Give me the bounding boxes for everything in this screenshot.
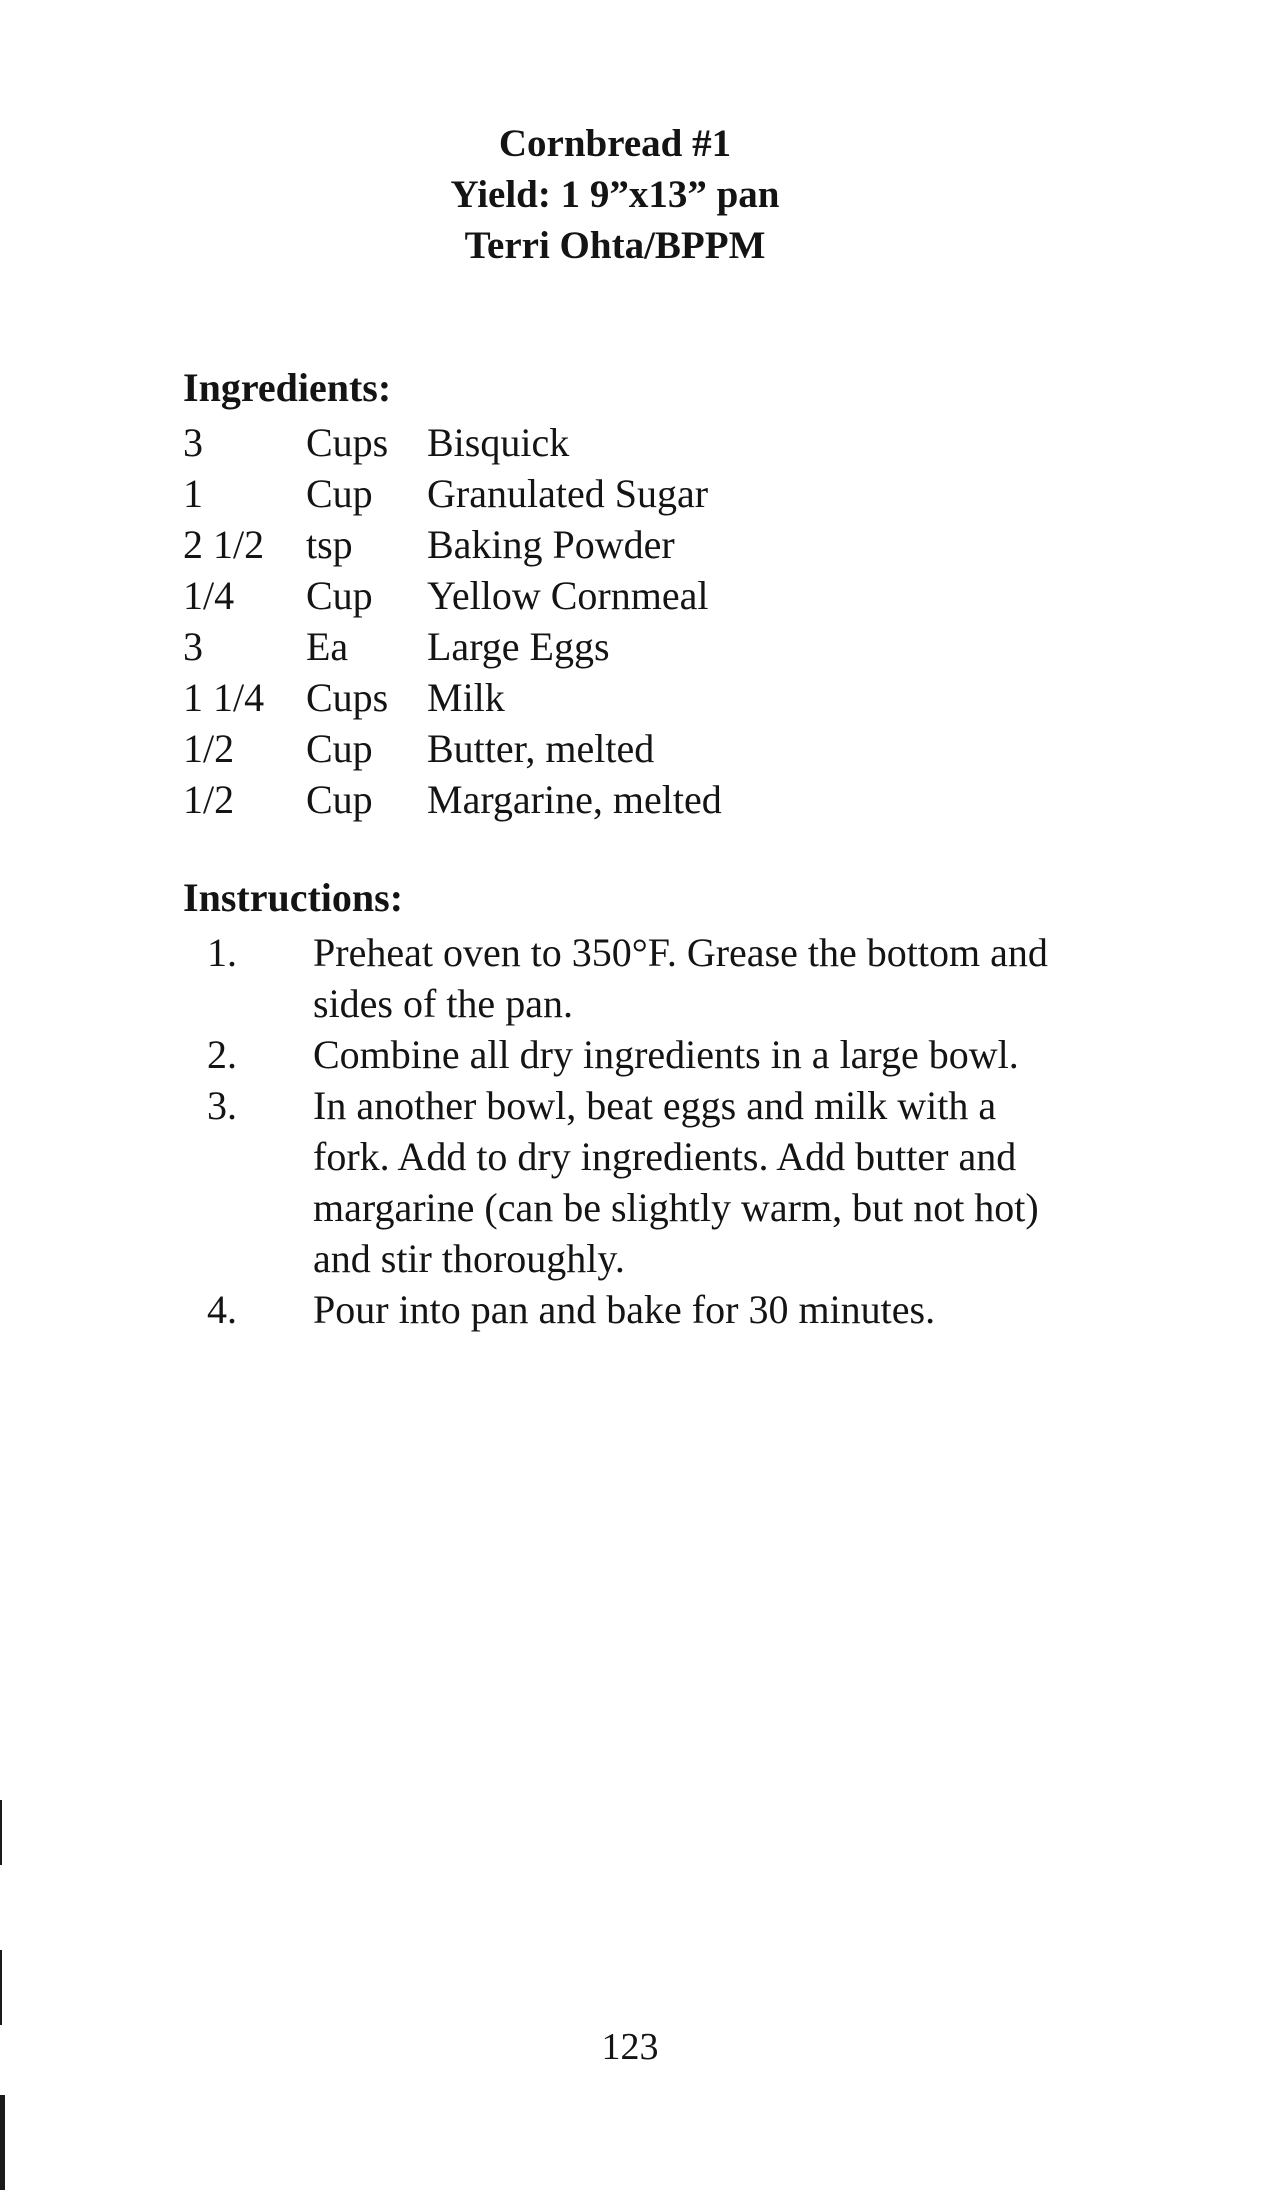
ingredient-quantity: 1 bbox=[183, 471, 203, 516]
ingredient-row bbox=[183, 570, 883, 621]
recipe-header bbox=[0, 118, 1230, 271]
instruction-step bbox=[183, 1284, 1063, 1335]
ingredient-unit: Cup bbox=[306, 726, 373, 771]
ingredient-quantity: 1/2 bbox=[183, 726, 235, 771]
ingredient-row bbox=[183, 468, 883, 519]
step-text: Preheat oven to 350°F. Grease the bottom and sides of the pan. bbox=[313, 930, 1048, 1026]
ingredient-row bbox=[183, 723, 883, 774]
instructions-list bbox=[183, 927, 1063, 1335]
instruction-step bbox=[183, 1029, 1063, 1080]
ingredient-quantity: 1 1/4 bbox=[183, 675, 265, 720]
ingredient-row bbox=[183, 672, 883, 723]
ingredient-quantity: 1/2 bbox=[183, 777, 235, 822]
ingredient-name: Yellow Cornmeal bbox=[427, 573, 709, 618]
ingredient-unit: Ea bbox=[306, 624, 349, 669]
recipe-yield: Yield: 1 9”x13” pan bbox=[450, 173, 780, 216]
ingredient-unit: Cup bbox=[306, 471, 373, 516]
ingredient-name: Large Eggs bbox=[427, 624, 610, 669]
ingredient-quantity: 3 bbox=[183, 420, 203, 465]
step-number: 3. bbox=[207, 1083, 237, 1128]
ingredient-name: Bisquick bbox=[427, 420, 570, 465]
ingredient-unit: Cups bbox=[306, 420, 389, 465]
ingredient-quantity: 3 bbox=[183, 624, 203, 669]
ingredient-unit: Cup bbox=[306, 573, 373, 618]
step-number: 2. bbox=[207, 1032, 237, 1077]
ingredient-row bbox=[183, 774, 883, 825]
scan-edge-mark bbox=[0, 1950, 2, 2025]
ingredients-heading: Ingredients: bbox=[183, 365, 392, 410]
ingredient-name: Baking Powder bbox=[427, 522, 675, 567]
step-text: Pour into pan and bake for 30 minutes. bbox=[313, 1287, 936, 1332]
ingredient-name: Margarine, melted bbox=[427, 777, 722, 822]
ingredient-row bbox=[183, 519, 883, 570]
page-number: 123 bbox=[601, 2026, 659, 2068]
instruction-step bbox=[183, 1080, 1063, 1284]
step-text: Combine all dry ingredients in a large bowl. bbox=[313, 1032, 1019, 1077]
scan-edge-mark bbox=[0, 1800, 2, 1865]
ingredient-name: Milk bbox=[427, 675, 505, 720]
ingredient-row bbox=[183, 621, 883, 672]
instruction-step bbox=[183, 927, 1063, 1029]
ingredients-list bbox=[183, 417, 883, 825]
ingredient-unit: tsp bbox=[306, 522, 353, 567]
recipe-author: Terri Ohta/BPPM bbox=[464, 224, 766, 267]
scan-edge-mark bbox=[0, 2095, 5, 2190]
step-number: 1. bbox=[207, 930, 237, 975]
ingredient-unit: Cups bbox=[306, 675, 389, 720]
ingredient-name: Butter, melted bbox=[427, 726, 655, 771]
step-text: In another bowl, beat eggs and milk with a fork. Add to dry ingredients. Add butter and margarine (can be slightly warm, but not hot) and stir thoroughly. bbox=[313, 1083, 1039, 1281]
ingredient-unit: Cup bbox=[306, 777, 373, 822]
instructions-heading: Instructions: bbox=[183, 875, 404, 920]
ingredient-quantity: 2 1/2 bbox=[183, 522, 265, 567]
ingredient-row bbox=[183, 417, 883, 468]
ingredient-name: Granulated Sugar bbox=[427, 471, 709, 516]
recipe-title: Cornbread #1 bbox=[498, 122, 732, 165]
ingredient-quantity: 1/4 bbox=[183, 573, 235, 618]
step-number: 4. bbox=[207, 1287, 237, 1332]
